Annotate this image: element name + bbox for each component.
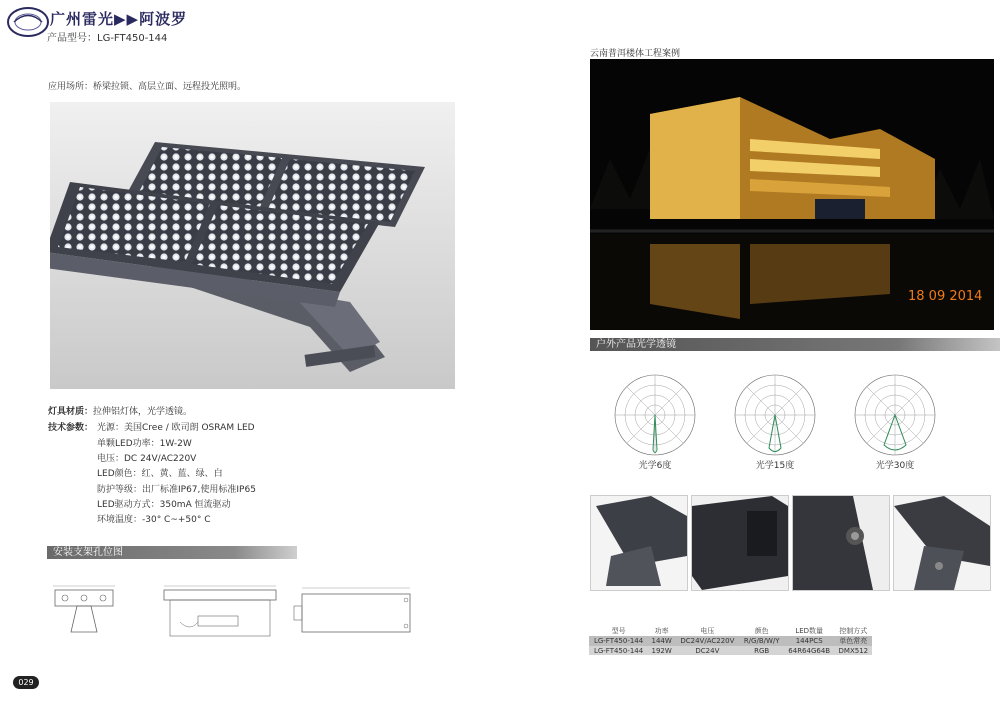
table-cell: 144W [651,637,672,645]
table-cell: DC24V [695,646,720,655]
table-cell: RGB [754,646,770,655]
spec-table [589,626,872,655]
specs-label: 技术参数： [48,423,94,433]
table-cell: R/G/B/W/Y [743,637,780,645]
brand-logo-icon [6,5,50,39]
table-cell: DC24V/AC220V [680,637,735,645]
spec-line: LED驱动方式：350mA 恒流驱动 [97,500,231,510]
table-row [589,636,872,646]
table-cell: LG-FT450-144 [593,646,644,655]
spec-line: 防护等级：出厂标准IP67,使用标准IP65 [97,485,256,495]
product-model: 产品型号：LG-FT450-144 [47,33,168,44]
detail-photo-bracket [590,495,688,591]
spec-line: 光源：美国Cree / 欧司朗 OSRAM LED [97,423,255,433]
polar-diagram-6 [600,360,710,470]
header-control: 控制方式 [839,627,868,635]
header-color: 颜色 [754,627,769,635]
photo-timestamp: 18 09 2014 [908,289,983,304]
product-photo [50,102,455,389]
material-row [48,404,192,417]
table-cell: 64R64G64B [788,646,831,655]
top-view-drawing [290,582,420,644]
spec-line: 环境温度：-30° C~+50° C [97,515,211,525]
header-power: 功率 [654,627,669,635]
mount-section-bar: 安装支架孔位图 [47,546,297,559]
detail-photo-connector [792,495,890,591]
side-view-drawing [160,582,280,644]
header-model: 型号 [611,627,626,635]
table-header-row [589,626,872,636]
table-cell: 144PCS [795,637,823,645]
material-label: 灯具材质： [48,407,94,417]
case-title: 云南普洱楼体工程案例 [590,49,681,59]
spec-line: 电压：DC 24V/AC220V [97,454,197,464]
table-cell: LG-FT450-144 [593,637,644,645]
lens-caption-15: 光学15度 [755,461,795,471]
detail-photo-mount [893,495,991,591]
application-text: 应用场所：桥梁拉锁、高层立面、远程投光照明。 [48,82,247,92]
front-view-drawing [47,582,122,644]
table-row [589,646,872,655]
material-value: 拉伸铝灯体，光学透镜。 [93,407,193,417]
table-cell: 192W [651,646,672,655]
page-number: 029 [13,676,39,689]
lens-section-bar: 户外产品光学透镜 [590,338,1000,351]
polar-diagram-30 [840,360,950,470]
brand-title: 广州雷光▶▶阿波罗 [50,10,188,28]
header-led-count: LED数量 [795,627,824,635]
polar-diagram-15 [720,360,830,470]
spec-line: 单颗LED功率：1W-2W [97,439,192,449]
header-voltage: 电压 [700,627,715,635]
spec-line: LED颜色：红、黄、蓝、绿、白 [97,469,223,479]
detail-photo-endcap [691,495,789,591]
lens-caption-30: 光学30度 [875,461,915,471]
table-cell: 单色常亮 [839,637,868,645]
table-cell: DMX512 [838,646,869,655]
lens-caption-6: 光学6度 [638,461,672,471]
